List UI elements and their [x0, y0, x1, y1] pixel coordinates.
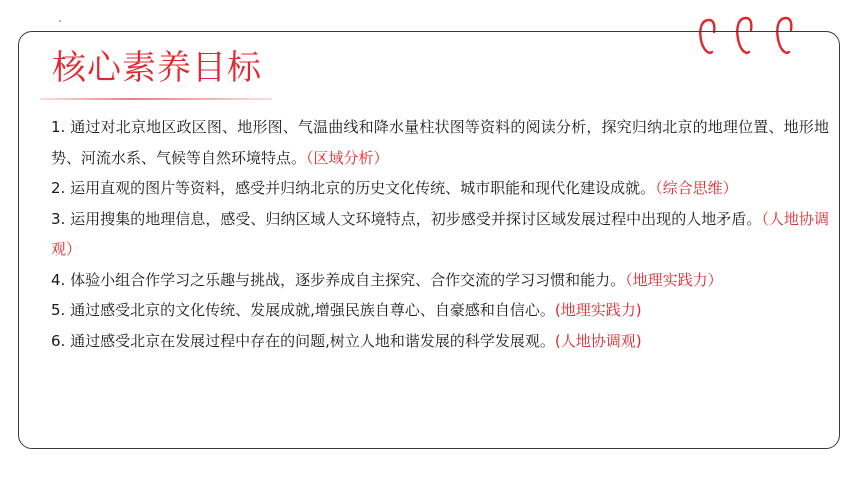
goal-list	[51, 112, 829, 356]
goal-text: 4. 体验小组合作学习之乐趣与挑战，逐步养成自主探究、合作交流的学习习惯和能力。	[51, 270, 626, 289]
goal-text: 5. 通过感受北京的文化传统、发展成就,增强民族自尊心、自豪感和自信心。	[51, 301, 555, 319]
goal-text: 3. 运用搜集的地理信息，感受、归纳区域人文环境特点，初步感受并探讨区域发展过程中出现的人地矛盾。	[51, 209, 762, 228]
goal-item	[51, 326, 829, 357]
goal-text: 1. 通过对北京地区政区图、地形图、气温曲线和降水量柱状图等资料的阅读分析，探究归纳北京的地理位置、地形地势、河流水系、气候等自然环境特点。	[51, 118, 829, 167]
goal-item	[51, 173, 829, 204]
goal-tag: （综合思维）	[655, 179, 738, 197]
goal-item	[51, 295, 829, 326]
goal-item	[51, 265, 829, 296]
goal-tag: （区域分析）	[306, 148, 389, 167]
goal-text: 6. 通过感受北京在发展过程中存在的问题,树立人地和谐发展的科学发展观。	[51, 331, 555, 350]
goal-tag: (地理实践力)	[554, 301, 642, 319]
goal-text: 2. 运用直观的图片等资料，感受并归纳北京的历史文化传统、城市职能和现代化建设成就。	[51, 179, 656, 197]
goal-tag: (人地协调观)	[554, 331, 642, 350]
goal-item	[51, 204, 829, 265]
title-underline	[40, 98, 272, 100]
goal-item	[51, 112, 829, 173]
page-title: 核心素养目标	[52, 48, 262, 88]
goal-tag: （人地协调观）	[51, 209, 829, 258]
decorative-dot	[59, 20, 61, 22]
goal-tag: （地理实践力）	[625, 270, 723, 289]
